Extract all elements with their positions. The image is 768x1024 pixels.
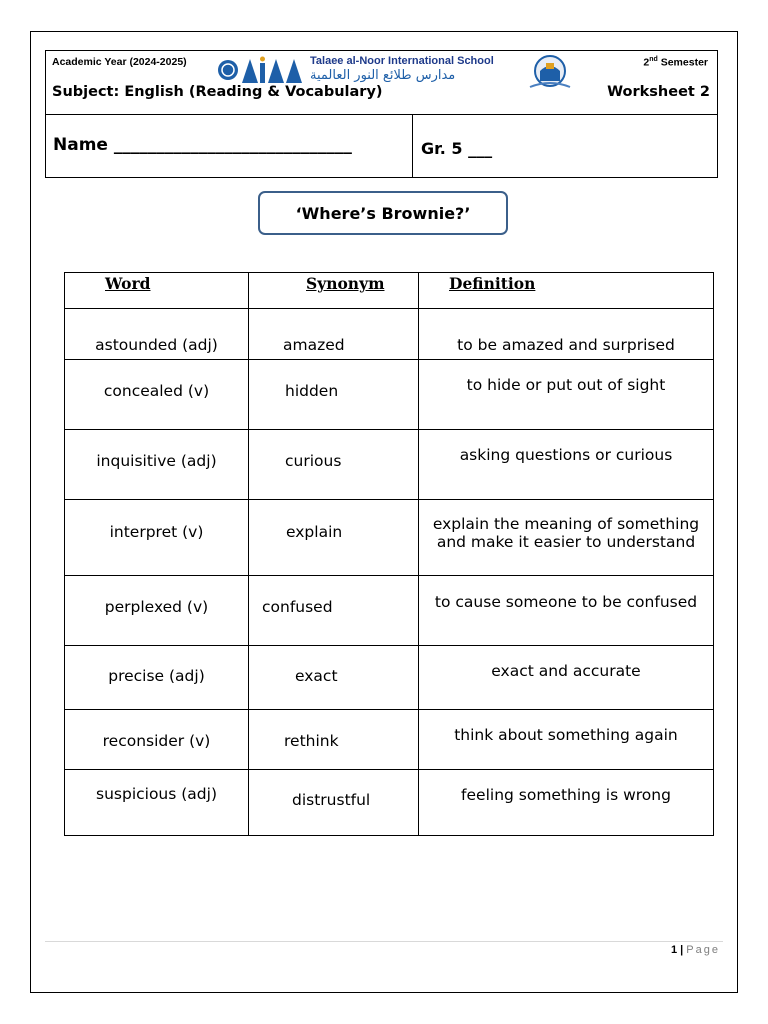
definition-cell: feeling something is wrong — [419, 770, 714, 836]
synonym-cell: exact — [249, 646, 419, 710]
school-logo-left — [216, 53, 306, 85]
school-name-arabic: مدارس طلائع النور العالمية — [310, 68, 456, 83]
synonym-cell: explain — [249, 500, 419, 576]
definition-cell: exact and accurate — [419, 646, 714, 710]
table-row — [65, 360, 714, 430]
academic-year: Academic Year (2024-2025) — [52, 56, 187, 68]
page-footer — [671, 944, 720, 956]
table-row — [65, 576, 714, 646]
word-cell: reconsider (v) — [65, 710, 249, 770]
semester-number: 2 — [643, 56, 650, 69]
word-cell: inquisitive (adj) — [65, 430, 249, 500]
name-grade-divider — [412, 114, 413, 178]
worksheet-title: ‘Where’s Brownie?’ — [258, 191, 508, 235]
definition-cell: to cause someone to be confused — [419, 576, 714, 646]
word-cell: suspicious (adj) — [65, 770, 249, 836]
word-cell: precise (adj) — [65, 646, 249, 710]
table-row — [65, 770, 714, 836]
name-field[interactable]: Name ____________________________ — [53, 135, 352, 155]
word-cell: concealed (v) — [65, 360, 249, 430]
synonym-cell: rethink — [249, 710, 419, 770]
column-header-synonym: Synonym — [249, 273, 419, 309]
footer-separator: | — [680, 944, 684, 956]
table-row — [65, 430, 714, 500]
semester-label — [643, 56, 708, 69]
table-row — [65, 500, 714, 576]
synonym-cell: distrustful — [249, 770, 419, 836]
page-word: Page — [686, 944, 720, 956]
synonym-cell: confused — [249, 576, 419, 646]
grade-field[interactable]: Gr. 5 ___ — [421, 139, 493, 158]
header-divider — [45, 114, 718, 115]
semester-suffix: nd — [649, 56, 658, 63]
column-header-word: Word — [65, 273, 249, 309]
synonym-cell: amazed — [249, 309, 419, 360]
footer-divider — [45, 941, 723, 942]
synonym-cell: curious — [249, 430, 419, 500]
table-row — [65, 646, 714, 710]
word-cell: interpret (v) — [65, 500, 249, 576]
worksheet-label: Worksheet 2 — [607, 84, 710, 100]
column-header-definition: Definition — [419, 273, 714, 309]
definition-cell: asking questions or curious — [419, 430, 714, 500]
definition-cell: explain the meaning of something and make it easier to understand — [419, 500, 714, 576]
subject-label: Subject: English (Reading & Vocabulary) — [52, 84, 383, 100]
definition-cell: think about something again — [419, 710, 714, 770]
word-cell: perplexed (v) — [65, 576, 249, 646]
synonym-cell: hidden — [249, 360, 419, 430]
definition-cell: to be amazed and surprised — [419, 309, 714, 360]
vocabulary-table — [64, 272, 714, 836]
table-row — [65, 309, 714, 360]
school-name: Talaee al-Noor International School — [310, 55, 494, 67]
definition-cell: to hide or put out of sight — [419, 360, 714, 430]
semester-word: Semester — [660, 56, 708, 69]
word-cell: astounded (adj) — [65, 309, 249, 360]
school-crest-icon — [526, 53, 574, 93]
page-number: 1 — [670, 944, 678, 956]
table-row — [65, 710, 714, 770]
table-header-row — [65, 273, 714, 309]
